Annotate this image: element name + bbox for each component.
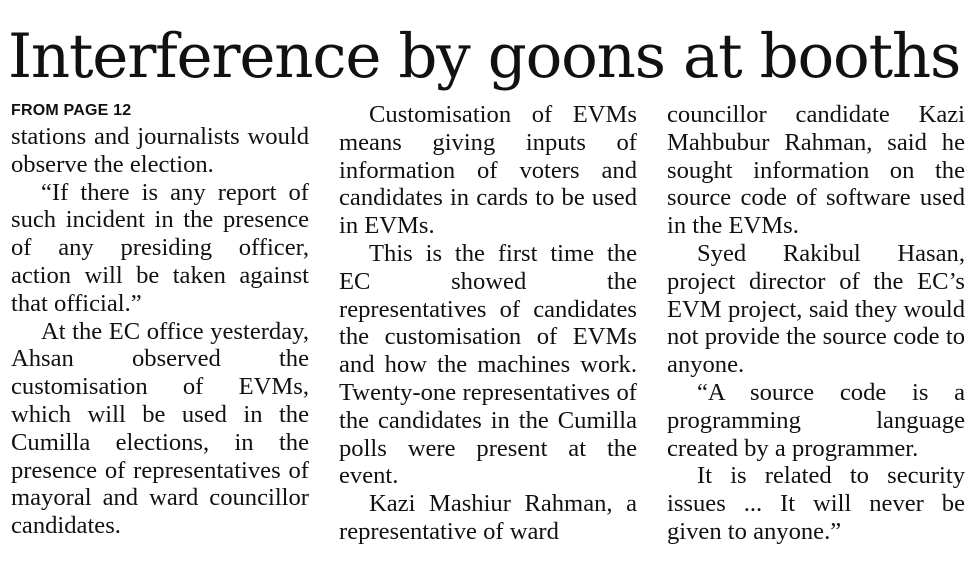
paragraph: “If there is any report of such incident in the presence of any presiding officer, action will be taken against that official.” — [11, 178, 309, 317]
paragraph: It is related to security issues ... It will never be given to anyone.” — [667, 462, 965, 545]
article-column-3 — [667, 101, 965, 546]
headline: Interference by goons at booths — [8, 21, 961, 92]
paragraph: Kazi Mashiur Rahman, a representative of ward — [339, 490, 637, 545]
article-column-2 — [339, 101, 637, 546]
paragraph: At the EC office yesterday, Ahsan observed the customisation of EVMs, which will be used in the Cumilla elections, in the presence of representatives of mayoral and ward councillor candidates. — [11, 317, 309, 540]
continuation-kicker: FROM PAGE 12 — [11, 102, 132, 119]
paragraph: Syed Rakibul Hasan, project director of the EC’s EVM project, said they would not provide the source code to anyone. — [667, 239, 965, 379]
paragraph: stations and journalists would observe the election. — [11, 123, 309, 178]
paragraph: Customisation of EVMs means giving inputs of information of voters and candidates in cards to be used in EVMs. — [339, 101, 637, 240]
paragraph: This is the first time the EC showed the representatives of candidates the customisation of EVMs and how the machines work. Twenty-one representatives of the candidates in the Cumilla polls were present at the event. — [339, 239, 637, 490]
paragraph: councillor candidate Kazi Mahbubur Rahman, said he sought information on the source code of software used in the EVMs. — [667, 101, 965, 240]
article-column-1 — [11, 101, 309, 540]
paragraph: “A source code is a programming language created by a programmer. — [667, 378, 965, 462]
